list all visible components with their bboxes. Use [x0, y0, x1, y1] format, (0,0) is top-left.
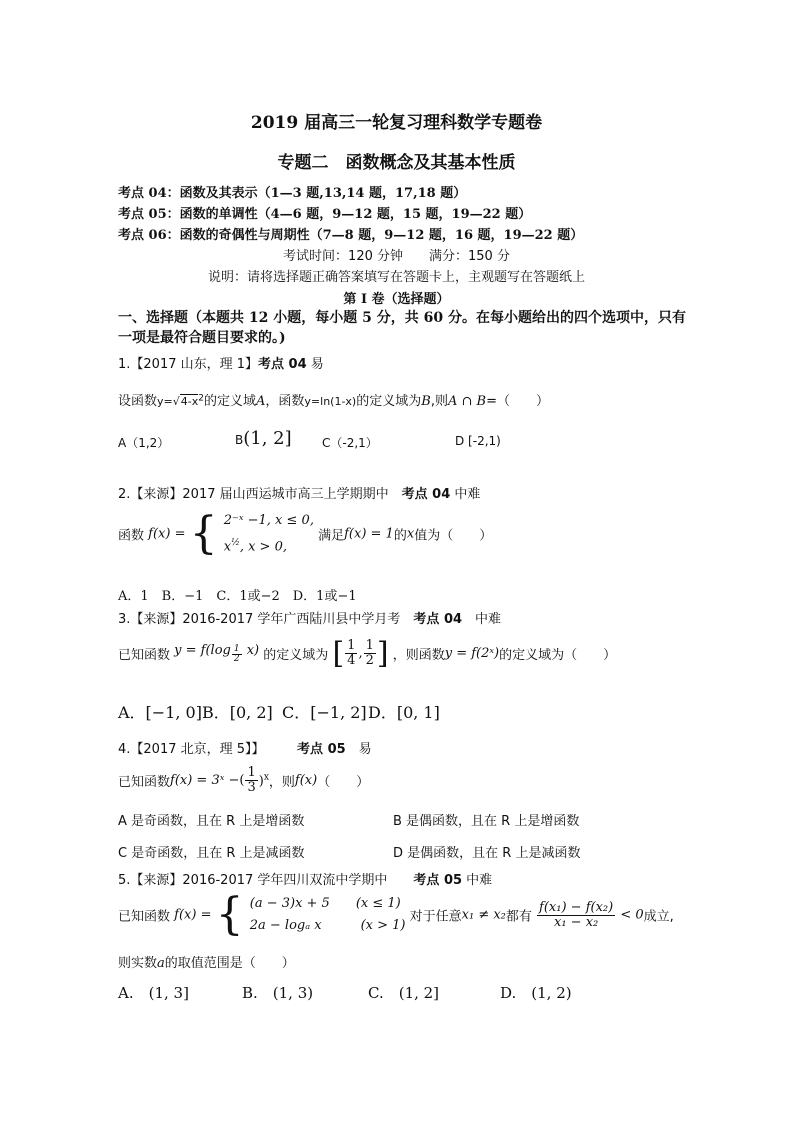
- q4-option-d: D 是偶函数，且在 R 上是减函数: [393, 846, 581, 861]
- q3-option-a: A．[−1, 0]: [118, 703, 202, 722]
- exam-info: 考试时间：120 分钟 满分：150 分: [283, 249, 510, 264]
- q5-fraction: $\frac{\text{f(x₁) − f(x₂)}}{\text{x₁ − x₂}}$: [539, 899, 614, 930]
- section-heading-line2: 一项是最符合题目要求的。): [118, 330, 286, 346]
- q3-option-b: B．[0, 2]: [202, 703, 273, 722]
- page-title: 2019 届高三一轮复习理科数学专题卷: [250, 113, 543, 133]
- topic-06: 考点 06：函数的奇偶性与周期性（7—8 题，9—12 题，16 题，19—22 题）: [118, 228, 584, 243]
- q2-stem: 函数 f(x) = { 2⁻ˣ −1, x ≤ 0, $x^{\frac{1}{2}}$, x > 0, 满足f(x) = 1的x值为（ ）: [118, 508, 493, 560]
- q1-radicand: 4-x: [180, 395, 199, 408]
- q5-option-c: C. (1, 2]: [368, 984, 440, 1002]
- q1-header: 1.【2017 山东，理 1】考点 04 易: [118, 357, 324, 372]
- q4-stem: 已知函数f(x) = 3ˣ −( $\frac{1}{3}$ )$^x$，则f(x)（ ）: [118, 765, 370, 795]
- q1-option-b: B(1, 2]: [235, 428, 292, 449]
- q2-piecewise: 2⁻ˣ −1, x ≤ 0, $x^{\frac{1}{2}}$, x > 0,: [223, 513, 314, 555]
- volume-title: 第 I 卷（选择题）: [343, 292, 450, 307]
- q5-option-b: B. (1, 3): [242, 984, 314, 1002]
- q5-piecewise: (a − 3)x + 5 (x ≤ 1) 2a − logₐ x (x > 1): [249, 896, 406, 933]
- q3-option-c: C．[−1, 2]: [282, 703, 367, 722]
- q1-option-d: D [-2,1): [455, 434, 501, 448]
- q4-header: 4.【2017 北京，理 5】】 考点 05 易: [118, 742, 372, 757]
- q4-option-c: C 是奇函数，且在 R 上是减函数: [118, 846, 305, 861]
- section-heading-line1: 一、选择题（本题共 12 小题，每小题 5 分，共 60 分。在每小题给出的四个选项中，只有: [118, 310, 686, 326]
- topic-04: 考点 04：函数及其表示（1—3 题,13,14 题，17,18 题）: [118, 186, 467, 201]
- q4-option-a: A 是奇函数，且在 R 上是增函数: [118, 814, 305, 829]
- q5-header: 5.【来源】2016-2017 学年四川双流中学期中 考点 05 中难: [118, 873, 493, 888]
- q2-brace: {: [189, 508, 218, 560]
- q2-header: 2.【来源】2017 届山西运城市高三上学期期中 考点 04 中难: [118, 487, 481, 502]
- q5-brace: {: [215, 889, 244, 940]
- q1-option-c: C（-2,1）: [322, 436, 378, 450]
- q1-option-a: A（1,2）: [118, 436, 170, 450]
- q3-stem: 已知函数 y = f(log $_{\frac{1}{2}}$ x) 的定义域为 [ $\frac{1}{4}$ , $\frac{1}{2}$ ] ，则函数y = f(2ˣ)的定义域为（ ）: [118, 636, 617, 671]
- q5-stem: 已知函数 f(x) = { (a − 3)x + 5 (x ≤ 1) 2a − logₐ x (x > 1) 对于任意x₁ ≠ x₂都有 $\frac{\text{f(x₁) − f(x₂)}}{\text{x₁ − x₂}}$ < 0成立,: [118, 889, 674, 940]
- page-subtitle: 专题二 函数概念及其基本性质: [277, 153, 516, 173]
- q1-stem: 设函数$y=√4-x^2$的定义域A，函数y=ln(1-x)的定义域为B,则A ∩ B=（ ）: [118, 393, 549, 409]
- q3-header: 3.【来源】2016-2017 学年广西陆川县中学月考 考点 04 中难: [118, 612, 502, 627]
- q3-option-d: D．[0, 1]: [368, 703, 440, 722]
- instructions: 说明：请将选择题正确答案填写在答题卡上，主观题写在答题纸上: [207, 270, 585, 285]
- q5-option-d: D. (1, 2): [500, 984, 572, 1002]
- q5-option-a: A. (1, 3]: [118, 984, 189, 1002]
- topic-05: 考点 05：函数的单调性（4—6 题，9—12 题，15 题，19—22 题）: [118, 207, 532, 222]
- q4-option-b: B 是偶函数，且在 R 上是增函数: [393, 814, 580, 829]
- q2-options: A．1 B．−1 C．1或−2 D．1或−1: [118, 589, 357, 604]
- q5-stem-line2: 则实数a的取值范围是（ ）: [118, 956, 295, 971]
